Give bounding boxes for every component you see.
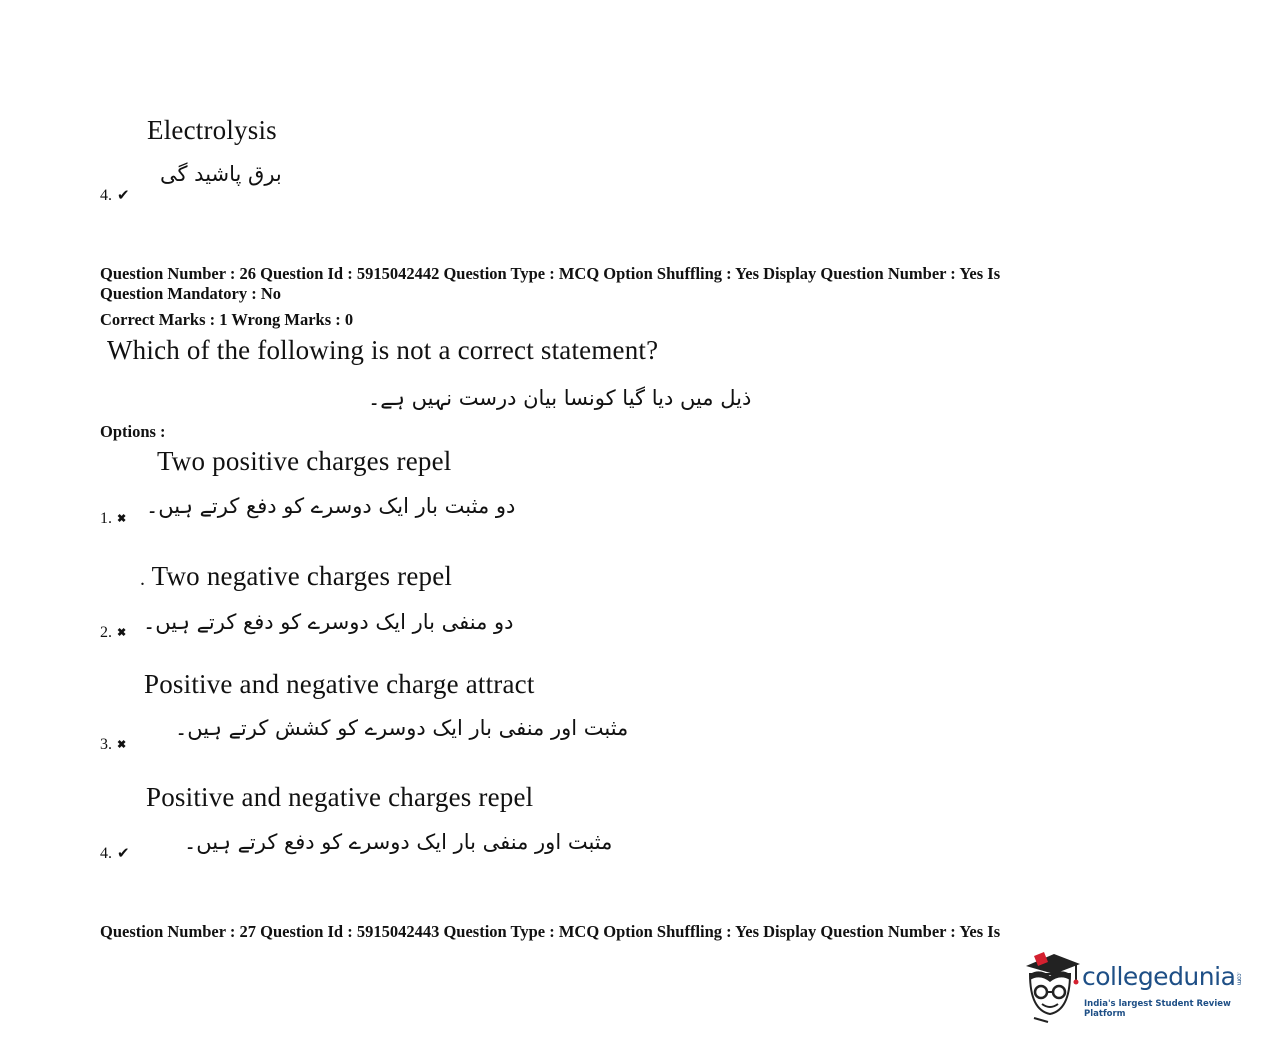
question-26-text-urdu: ذیل میں دیا گیا کونسا بیان درست نہیں ہے۔ (368, 386, 752, 410)
question-26-meta-line2: Question Mandatory : No (100, 284, 282, 303)
option-4-number: 4. (100, 845, 112, 862)
question-26-marks: Correct Marks : 1 Wrong Marks : 0 (100, 310, 354, 329)
cross-icon: ✖ (117, 512, 127, 525)
question-27-meta-line1: Question Number : 27 Question Id : 5915042443 Question Type : MCQ Option Shuffling : Yes Display Question Number : Yes Is (100, 922, 1001, 941)
prev-option-number-row (100, 187, 130, 205)
option-3-english: Positive and negative charge attract (144, 669, 535, 699)
graduate-face-icon (1020, 950, 1082, 1025)
option-1-urdu: دو مثبت بار ایک دوسرے کو دفع کرتے ہیں۔ (146, 494, 516, 518)
logo-name-row (1082, 962, 1242, 991)
check-icon: ✔ (117, 845, 130, 862)
option-1-english: Two positive charges repel (157, 446, 452, 476)
option-3-number-row (100, 736, 126, 754)
logo-suffix: .com (1235, 971, 1243, 985)
option-1-number: 1. (100, 510, 112, 527)
logo-tagline: India's largest Student Review Platform (1084, 999, 1231, 1019)
check-icon: ✔ (117, 187, 130, 204)
logo-name: collegedunia (1082, 962, 1236, 991)
option-1-number-row (100, 510, 126, 528)
options-label: Options : (100, 422, 166, 441)
option-4-urdu: مثبت اور منفی بار ایک دوسرے کو دفع کرتے ہیں۔ (184, 830, 613, 854)
prev-option-number: 4. (100, 187, 112, 204)
collegedunia-logo (1020, 950, 1250, 1025)
option-2-english-row (140, 561, 452, 592)
option-4-number-row (100, 845, 130, 863)
option-2-urdu: دو منفی بار ایک دوسرے کو دفع کرتے ہیں۔ (143, 610, 514, 634)
option-3-urdu: مثبت اور منفی بار ایک دوسرے کو کشش کرتے ہیں۔ (175, 716, 629, 740)
prev-option-urdu: برق پاشید گی (160, 162, 282, 186)
cross-icon: ✖ (117, 626, 127, 639)
option-2-number-row (100, 624, 126, 642)
cross-icon: ✖ (117, 738, 127, 751)
prev-option-english: Electrolysis (147, 115, 277, 145)
option-2-number: 2. (100, 624, 112, 641)
option-3-number: 3. (100, 736, 112, 753)
question-26-text-english: Which of the following is not a correct statement? (107, 335, 659, 365)
option-4-english: Positive and negative charges repel (146, 782, 534, 812)
option-2-bullet-dot: . (140, 568, 146, 590)
option-2-english: Two negative charges repel (151, 561, 453, 591)
question-26-meta-line1: Question Number : 26 Question Id : 5915042442 Question Type : MCQ Option Shuffling : Yes Display Question Number : Yes Is (100, 264, 1001, 283)
